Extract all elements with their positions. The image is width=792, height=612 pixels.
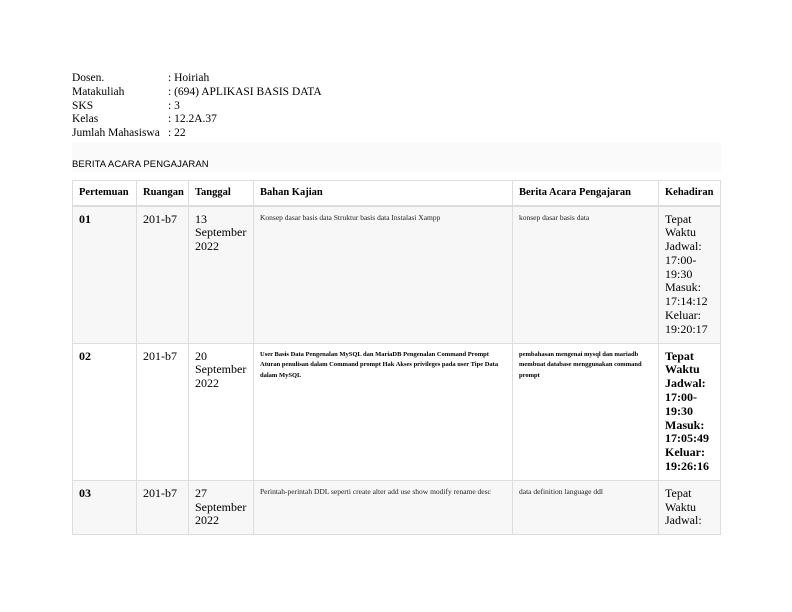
dosen-value: : Hoiriah: [168, 72, 210, 84]
dosen-label: Dosen.: [72, 72, 105, 84]
jumlah-label: Jumlah Mahasiswa: [72, 127, 160, 140]
cell-tanggal: 13 September 2022: [189, 206, 254, 344]
info-row-dosen: [72, 72, 322, 86]
header-ruangan: Ruangan: [137, 181, 189, 206]
teaching-record-table: [72, 180, 721, 535]
header-tanggal: Tanggal: [189, 181, 254, 206]
table-row: [73, 343, 721, 480]
section-title: BERITA ACARA PENGAJARAN: [72, 142, 721, 172]
info-row-jumlah: [72, 127, 322, 141]
cell-tanggal: 20 September 2022: [189, 343, 254, 480]
cell-kehadiran: Tepat Waktu Jadwal: 17:00-19:30 Masuk: 17:14:12 Keluar: 19:20:17: [659, 206, 721, 344]
kelas-value: : 12.2A.37: [168, 113, 217, 126]
jumlah-value: : 22: [168, 127, 186, 140]
cell-kehadiran: Tepat Waktu Jadwal: 17:00-19:30 Masuk: 17:05:49 Keluar: 19:26:16: [659, 343, 721, 480]
cell-ruangan: 201-b7: [137, 480, 189, 534]
header-pertemuan: Pertemuan: [73, 181, 137, 206]
cell-berita-acara: pembahasan mengenai mysql dan mariadb membuat database menggunakan command prompt: [513, 343, 659, 480]
sks-label: SKS: [72, 99, 94, 112]
header-berita-acara: Berita Acara Pengajaran: [513, 181, 659, 206]
cell-berita-acara: data definition language ddl: [513, 480, 659, 534]
cell-bahan-kajian: Konsep dasar basis data Struktur basis data Instalasi Xampp: [254, 206, 513, 344]
info-row-sks: [72, 100, 322, 114]
sks-value: : 3: [168, 99, 180, 112]
cell-ruangan: 201-b7: [137, 206, 189, 344]
cell-pertemuan: 02: [73, 343, 137, 480]
cell-bahan-kajian: Perintah-perintah DDL seperti create alter add use show modify rename desc: [254, 480, 513, 534]
cell-bahan-kajian: User Basis Data Pengenalan MySQL dan MariaDB Pengenalan Command Prompt Aturan penulisan dalam Command prompt Hak Akses privileges pada user Tipe Data dalam MySQL: [254, 343, 513, 480]
table-header-row: [73, 181, 721, 206]
kelas-label: Kelas: [72, 113, 99, 126]
matakuliah-label: Matakuliah: [72, 85, 125, 98]
info-row-kelas: [72, 113, 322, 127]
info-row-matakuliah: [72, 86, 322, 100]
cell-ruangan: 201-b7: [137, 343, 189, 480]
cell-pertemuan: 03: [73, 480, 137, 534]
cell-berita-acara: konsep dasar basis data: [513, 206, 659, 344]
table-row: [73, 206, 721, 344]
header-bahan-kajian: Bahan Kajian: [254, 181, 513, 206]
cell-pertemuan: 01: [73, 206, 137, 344]
matakuliah-value: : (694) APLIKASI BASIS DATA: [168, 85, 322, 98]
course-info: [72, 72, 322, 141]
cell-kehadiran: Tepat Waktu Jadwal:: [659, 480, 721, 534]
table-row: [73, 480, 721, 534]
cell-tanggal: 27 September 2022: [189, 480, 254, 534]
header-kehadiran: Kehadiran: [659, 181, 721, 206]
